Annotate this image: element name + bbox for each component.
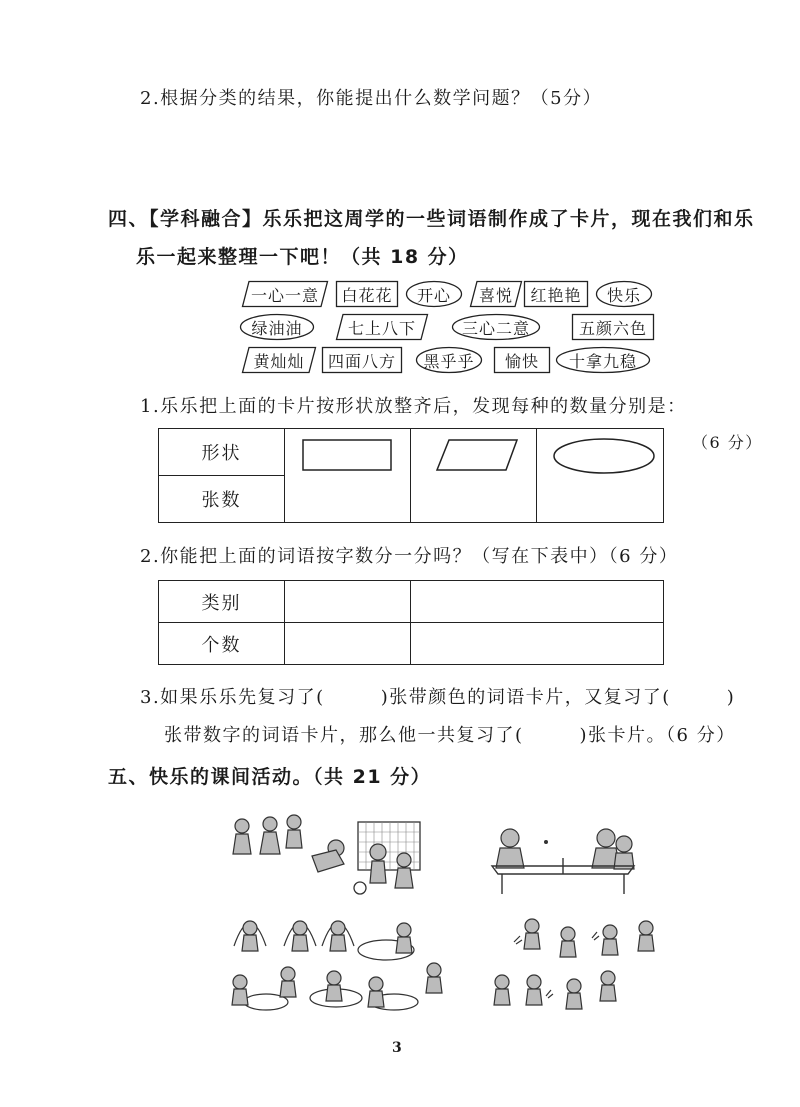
row-label-category: 类别 xyxy=(159,581,285,623)
section-4-title-line1: 四、【学科融合】乐乐把这周学的一些词语制作成了卡片，现在我们和乐 xyxy=(108,208,755,230)
row-label-count: 张数 xyxy=(159,476,285,523)
word-card-ellipse: 十拿九稳 xyxy=(556,347,650,373)
shuttlecock-scene xyxy=(488,912,658,1026)
q2-text: 2.你能把上面的词语按字数分一分吗？（写在下表中）（6 分） xyxy=(140,546,679,567)
answer-cell[interactable] xyxy=(285,623,411,665)
q1-score: （6 分） xyxy=(692,433,763,452)
prev-question-2: 2.根据分类的结果，你能提出什么数学问题？（5分） xyxy=(140,88,603,109)
word-card-ellipse: 开心 xyxy=(406,281,462,307)
answer-cell[interactable] xyxy=(285,581,411,623)
category-table xyxy=(158,580,664,665)
word-card-rectangle: 白花花 xyxy=(336,281,398,307)
rectangle-shape-icon xyxy=(303,440,391,470)
word-card-parallelogram: 一心一意 xyxy=(242,281,328,307)
word-card-parallelogram: 七上八下 xyxy=(336,314,428,340)
q3-line2-b: )张卡片。（6 分） xyxy=(579,725,736,746)
ellipse-column xyxy=(537,429,664,523)
row-label-count: 个数 xyxy=(159,623,285,665)
word-card-parallelogram: 黄灿灿 xyxy=(242,347,316,373)
section-5-title: 五、快乐的课间活动。（共 21 分） xyxy=(108,766,432,788)
word-card-rectangle: 红艳艳 xyxy=(524,281,588,307)
section-4-title-line2: 乐一起来整理一下吧！（共 18 分） xyxy=(136,246,469,268)
q1-text: 1.乐乐把上面的卡片按形状放整齐后，发现每种的数量分别是： xyxy=(140,396,687,417)
rectangle-column xyxy=(285,429,411,523)
ellipse-shape-icon xyxy=(554,439,654,473)
answer-cell[interactable] xyxy=(411,623,664,665)
word-card-ellipse: 绿油油 xyxy=(240,314,314,340)
q3-line2 xyxy=(164,721,736,747)
q3-part-a: 3.如果乐乐先复习了( xyxy=(140,687,325,708)
q3-part-c: ) xyxy=(726,687,736,708)
word-card-parallelogram: 喜悦 xyxy=(470,281,522,307)
word-card-rectangle: 五颜六色 xyxy=(572,314,654,340)
parallelogram-column xyxy=(411,429,537,523)
page-number: 3 xyxy=(392,1040,402,1056)
row-label-shape: 形状 xyxy=(159,429,285,476)
q3-line1 xyxy=(140,683,735,709)
q3-part-b: )张带颜色的词语卡片，又复习了( xyxy=(380,687,671,708)
parallelogram-shape-icon xyxy=(437,440,517,470)
soccer-ball-icon xyxy=(354,882,366,894)
word-card-ellipse: 快乐 xyxy=(596,281,652,307)
word-card-rectangle: 四面八方 xyxy=(322,347,402,373)
shape-count-table xyxy=(158,428,664,523)
ping-pong-scene xyxy=(488,822,638,896)
q3-line2-a: 张带数字的词语卡片，那么他一共复习了( xyxy=(164,725,524,746)
jump-rope-scene xyxy=(226,906,456,1026)
word-card-ellipse: 黑乎乎 xyxy=(416,347,482,373)
word-card-ellipse: 三心二意 xyxy=(452,314,540,340)
answer-cell[interactable] xyxy=(411,581,664,623)
word-card-rectangle: 愉快 xyxy=(494,347,550,373)
soccer-scene xyxy=(228,808,428,896)
